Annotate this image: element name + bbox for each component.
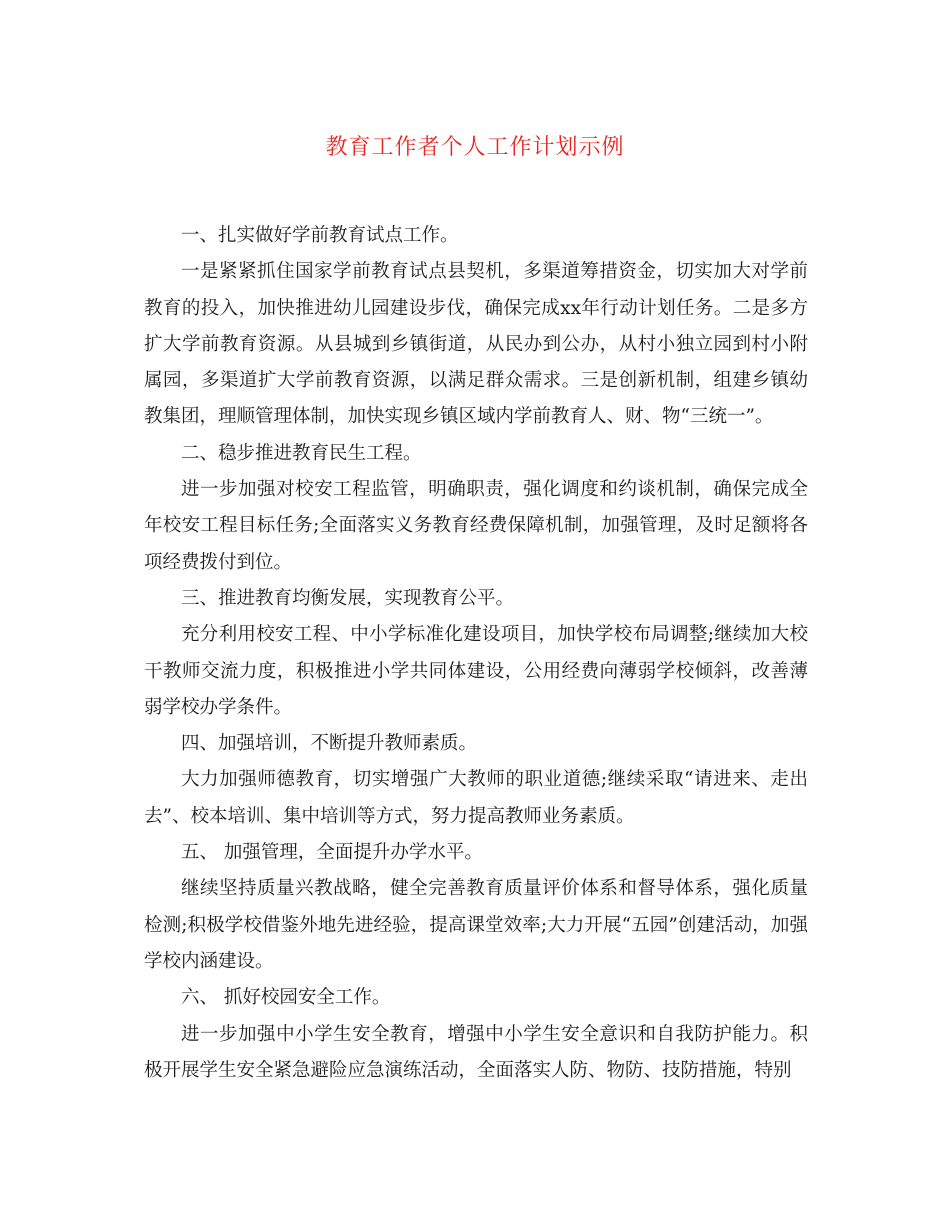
section-heading-6: 六、 抓好校园安全工作。 xyxy=(181,987,391,1009)
section-paragraph-4: 大力加强师德教育，切实增强广大教师的职业道德;继续采取“请进来、走出去”、校本培训、集中培训等方式，努力提高教师业务素质。 xyxy=(144,769,808,827)
document-title: 教育工作者个人工作计划示例 xyxy=(325,135,625,160)
section-paragraph-6: 进一步加强中小学生安全教育，增强中小学生安全意识和自我防护能力。积极开展学生安全紧急避险应急演练活动，全面落实人防、物防、技防措施，特别 xyxy=(144,1023,808,1081)
section-heading-4: 四、加强培训，不断提升教师素质。 xyxy=(181,733,478,755)
section-heading-3: 三、推进教育均衡发展，实现教育公平。 xyxy=(181,587,515,609)
section-heading-2: 二、稳步推进教育民生工程。 xyxy=(181,442,422,464)
section-paragraph-5: 继续坚持质量兴教战略，健全完善教育质量评价体系和督导体系，强化质量检测;积极学校借鉴外地先进经验，提高课堂效率;大力开展“五园”创建活动，加强学校内涵建设。 xyxy=(144,878,808,972)
section-paragraph-2: 进一步加强对校安工程监管，明确职责，强化调度和约谈机制，确保完成全年校安工程目标任务;全面落实义务教育经费保障机制，加强管理，及时足额将各项经费拨付到位。 xyxy=(144,479,808,573)
section-heading-5: 五、 加强管理，全面提升办学水平。 xyxy=(181,842,483,864)
section-heading-1: 一、扎实做好学前教育试点工作。 xyxy=(181,225,459,246)
section-paragraph-1: 一是紧紧抓住国家学前教育试点县契机，多渠道筹措资金，切实加大对学前教育的投入，加快推进幼儿园建设步伐，确保完成xx年行动计划任务。二是多方扩大学前教育资源。从县城到乡镇街道，从民办到公办，从村小独立园到村小附属园，多渠道扩大学前教育资源，以满足群众需求。三是创新机制，组建乡镇幼教集团，理顺管理体制，加快实现乡镇区域内学前教育人、财、物“三统一”。 xyxy=(144,261,808,428)
section-paragraph-3: 充分利用校安工程、中小学标准化建设项目，加快学校布局调整;继续加大校干教师交流力度，积极推进小学共同体建设，公用经费向薄弱学校倾斜，改善薄弱学校办学条件。 xyxy=(144,624,808,718)
document-body xyxy=(144,218,808,1089)
